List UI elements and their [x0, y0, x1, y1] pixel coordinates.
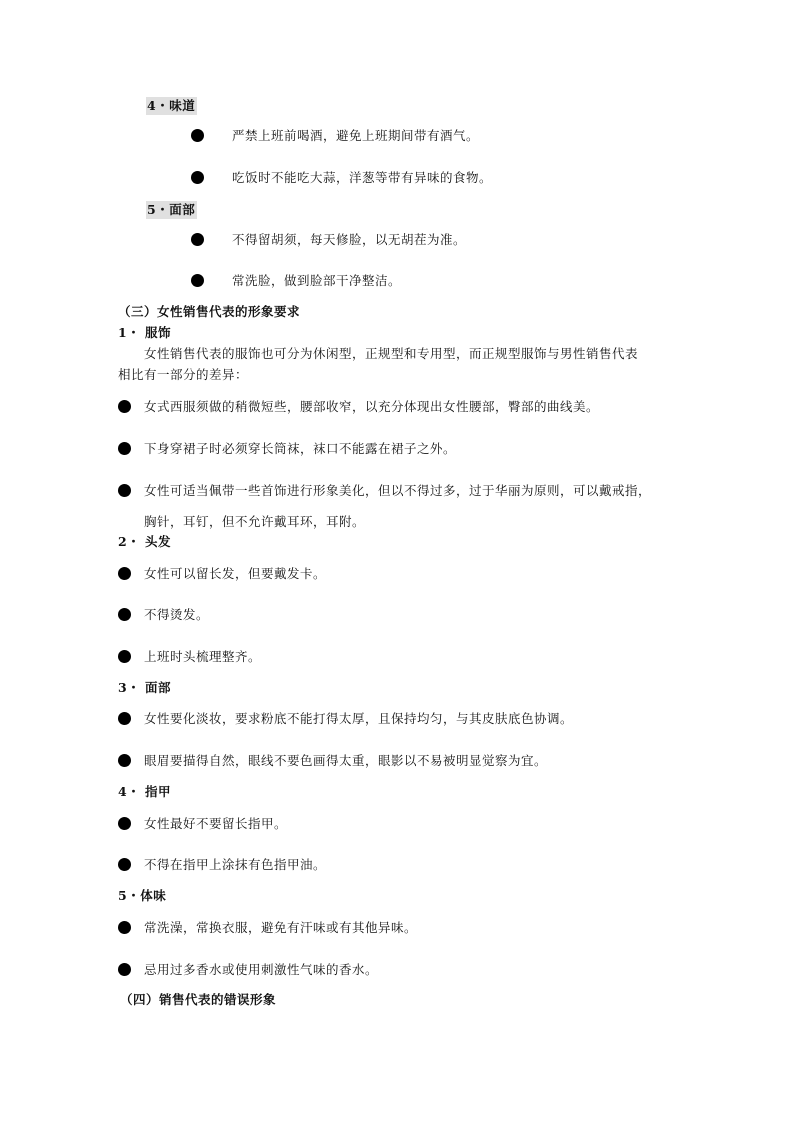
bullet-icon — [118, 963, 131, 976]
list-item: 吃饭时不能吃大蒜，洋葱等带有异味的食物。 — [232, 170, 493, 185]
bullet-icon — [118, 650, 131, 663]
bullet-icon — [118, 858, 131, 871]
bullet-icon — [118, 484, 131, 497]
list-item: 女性可适当佩带一些首饰进行形象美化，但以不得过多，过于华丽为原则，可以戴戒指， — [144, 483, 652, 498]
list-item: 常洗脸，做到脸部干净整洁。 — [232, 273, 402, 288]
list-item: 上班时头梳理整齐。 — [144, 649, 262, 664]
list-item: 女性可以留长发，但要戴发卡。 — [144, 566, 327, 581]
bullet-icon — [118, 754, 131, 767]
subheading-nails: 4・ 指甲 — [118, 784, 172, 799]
subheading-face: 3・ 面部 — [118, 680, 172, 695]
list-item: 下身穿裙子时必须穿长筒袜，袜口不能露在裙子之外。 — [144, 441, 457, 456]
subheading-body-odor: 5・体味 — [118, 888, 167, 903]
section-title: （三）女性销售代表的形象要求 — [118, 304, 301, 319]
list-item: 女性最好不要留长指甲。 — [144, 816, 288, 831]
list-item: 严禁上班前喝酒，避免上班期间带有酒气。 — [232, 128, 480, 143]
list-item: 眼眉要描得自然，眼线不要色画得太重，眼影以不易被明显觉察为宜。 — [144, 753, 548, 768]
bullet-icon — [118, 712, 131, 725]
list-item: 不得烫发。 — [144, 607, 210, 622]
bullet-icon — [191, 274, 204, 287]
subheading-face: 5・面部 — [147, 202, 196, 217]
list-item: 忌用过多香水或使用刺激性气味的香水。 — [144, 962, 379, 977]
bullet-icon — [191, 129, 204, 142]
bullet-icon — [191, 171, 204, 184]
paragraph-line: 相比有一部分的差异： — [118, 367, 249, 382]
bullet-icon — [118, 608, 131, 621]
list-item-continuation: 胸针，耳钉，但不允许戴耳环，耳附。 — [144, 514, 366, 529]
bullet-icon — [118, 400, 131, 413]
bullet-icon — [118, 567, 131, 580]
list-item: 不得在指甲上涂抹有色指甲油。 — [144, 857, 327, 872]
section-title: （四）销售代表的错误形象 — [120, 992, 277, 1007]
bullet-icon — [118, 817, 131, 830]
subheading-hair: 2・ 头发 — [118, 534, 172, 549]
list-item: 常洗澡，常换衣服，避免有汗味或有其他异味。 — [144, 920, 418, 935]
paragraph-line: 女性销售代表的服饰也可分为休闲型，正规型和专用型，而正规型服饰与男性销售代表 — [144, 346, 639, 361]
list-item: 不得留胡须，每天修脸，以无胡茬为准。 — [232, 232, 467, 247]
bullet-icon — [118, 442, 131, 455]
subheading-clothing: 1・ 服饰 — [118, 325, 172, 340]
list-item: 女式西服须做的稍微短些，腰部收窄，以充分体现出女性腰部，臀部的曲线美。 — [144, 399, 600, 414]
bullet-icon — [191, 233, 204, 246]
subheading-odor: 4・味道 — [147, 98, 196, 113]
list-item: 女性要化淡妆，要求粉底不能打得太厚，且保持均匀，与其皮肤底色协调。 — [144, 711, 574, 726]
bullet-icon — [118, 921, 131, 934]
